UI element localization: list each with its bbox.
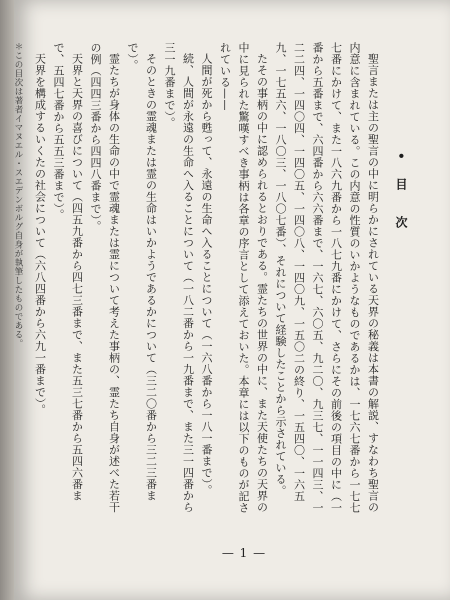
paragraph: 天界と天界の喜びについて（四五九番から四七三番まで、また五三七番から五四六番まで、五四七番から五五三番まで）。 — [52, 42, 84, 502]
paragraph: 人間が死から甦って、永遠の生命へ入ることについて（一六八番から一八一番まで）。 — [200, 53, 213, 496]
paragraph: 天界を構成するいくたの社会について（六八四番から六九一番まで）。 — [33, 53, 47, 416]
footnote: ＊この目次は著者イマヌエル・スエデンボルグ自身が執筆したものである。 — [13, 42, 23, 348]
vertical-text-block — [13, 42, 410, 520]
paragraph: そのときの霊魂または霊の生命はいかようであるかについて（三二〇番から三二三番まで）。 — [126, 42, 158, 502]
page-heading: • 目 次 — [394, 152, 408, 235]
paragraph: 続、人間が永遠の生命へ入ることについて（一八二番から一九番まで、また三一四番から三一九番まで）。 — [163, 42, 195, 513]
paragraph: 霊たちが身体の生命の中で霊魂または霊について考えた事柄の、霊たち自身が述べた若干の例（四四三番から四四八番まで）。 — [89, 42, 121, 513]
paragraph: たその事柄の中に認められるとおりである。霊たちの世界の中に、また天使たちの天界の中に見られた驚嘆すべき事柄は各章の序言として添えておいた。本章には以下のものが記されている—— — [218, 42, 269, 514]
paragraph: 聖言または主の聖言の中に明らかにされている天界の秘義は本書の解説、すなわち聖言の内意に含まれている。この内意の性質のいかようなものであるかは、一七六七番から一七七七番にかけて、また一八六九番から一八七九番にかけて、さらにその前後の項目の中に（一番から五番まで、六四番から六六番まで、一六七、六〇五、九二〇、九三七、一一四三、一二二四、一四〇四、一四〇五、一四〇八、一四〇九、一五〇二の終り、一五四〇、一六五九、一七五六、一八〇三、一八〇七番）、それについて経験したことから示されている。 — [274, 42, 380, 514]
book-page — [14, 0, 450, 600]
page-number: — 1 — — [221, 546, 267, 560]
